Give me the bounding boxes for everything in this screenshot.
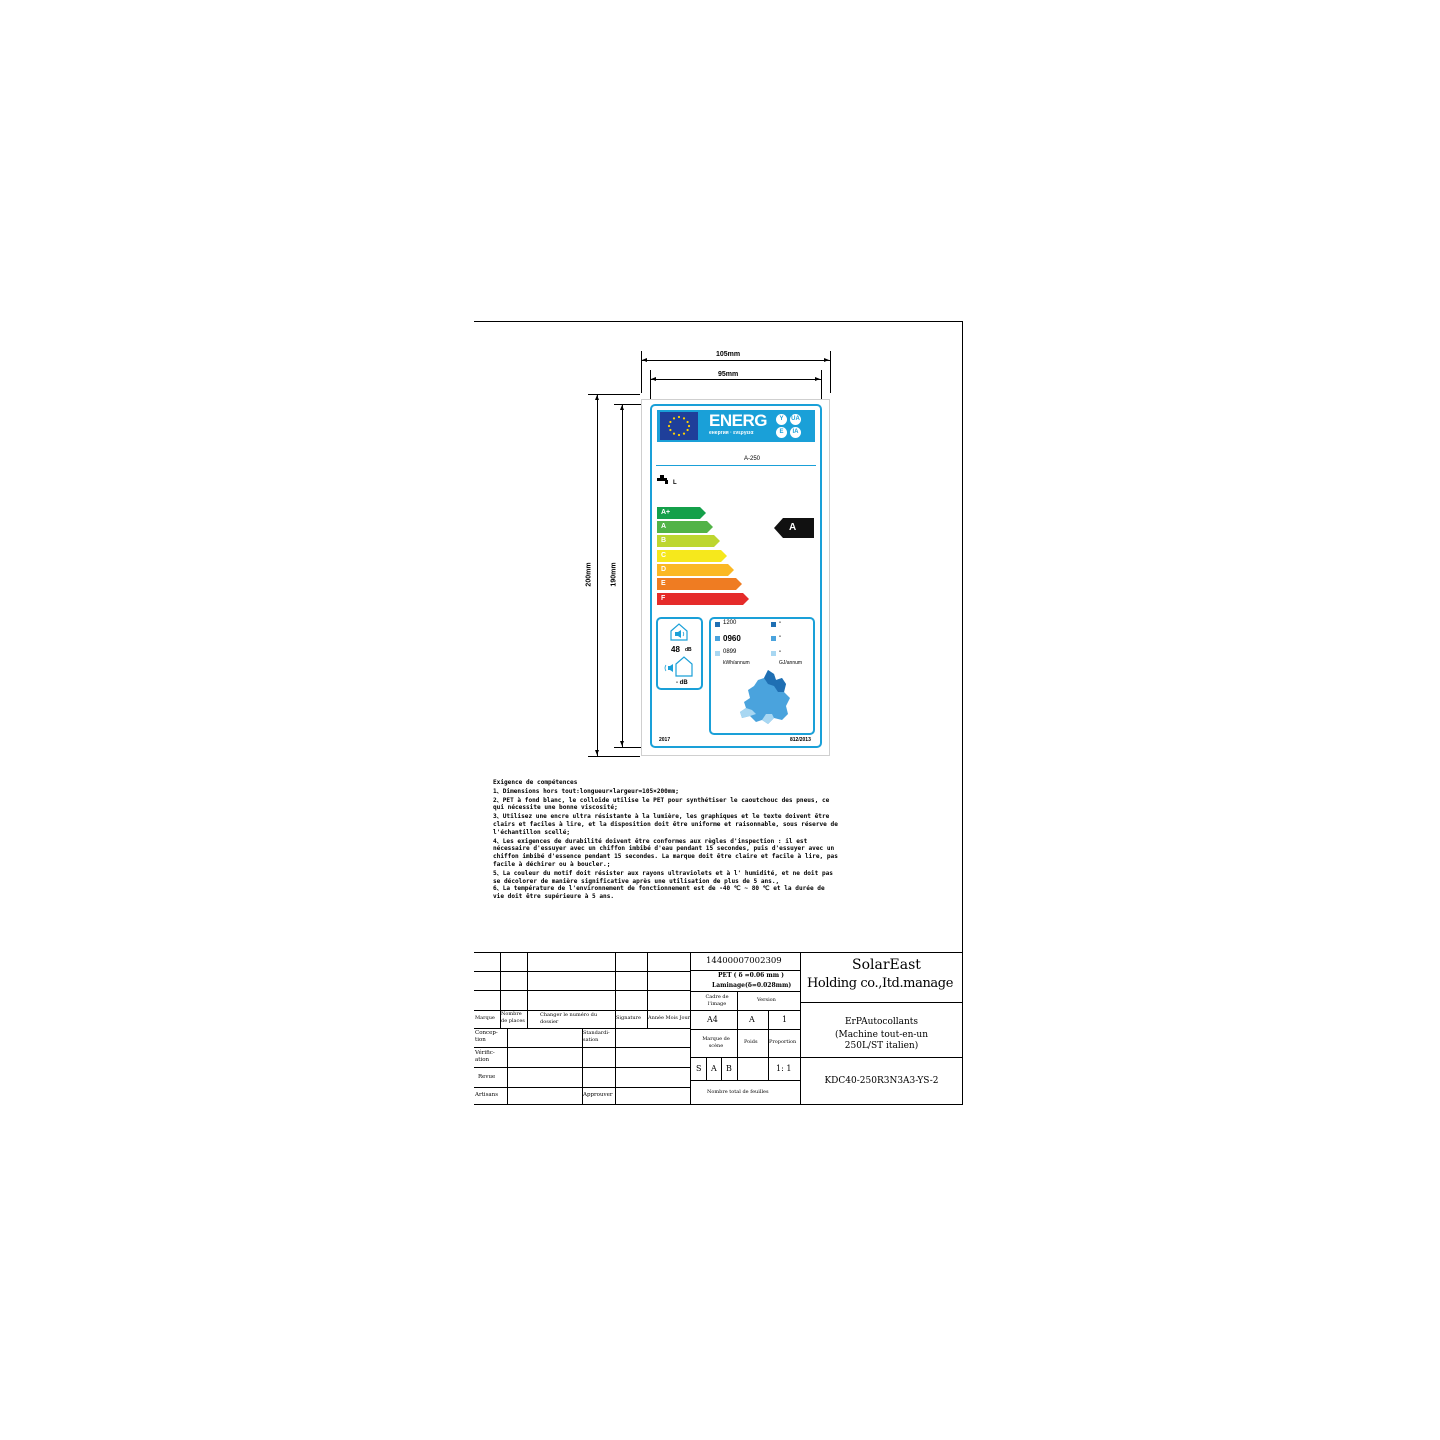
dim-line-200 (597, 394, 598, 756)
energy-title: ENERG (709, 411, 767, 430)
arrow-up (595, 395, 599, 400)
lang-circle: E (776, 427, 787, 438)
grid-line (737, 1010, 738, 1080)
label-regulation: 812/2013 (790, 737, 811, 743)
col-date: Année Mois Jour (648, 1015, 691, 1021)
marque-scene: Marque de scène (702, 1036, 730, 1049)
company-subtitle: Holding co.,Itd.manage (807, 976, 954, 991)
product-title: ErPAutocollants (844, 1017, 919, 1027)
europe-map-icon (738, 668, 798, 734)
scale-bar-c: C (657, 550, 721, 562)
grid-line (690, 1029, 800, 1030)
grid-line (690, 991, 800, 992)
dim-text-200: 200mm (585, 562, 593, 587)
dim-ext-left-inner (650, 370, 651, 400)
arrow-right (815, 377, 820, 381)
noise-outdoor-value: - dB (676, 680, 688, 686)
rating-arrow: A (783, 518, 814, 538)
band-square-average (715, 636, 720, 641)
version-number: 1 (782, 1015, 788, 1024)
grid-line (690, 1080, 800, 1081)
dim-text-95: 95mm (718, 371, 739, 378)
cadre-label: Cadre de l'image (705, 994, 729, 1007)
arrow-left (642, 358, 647, 362)
scale-bar-a: A (657, 521, 707, 533)
sab-letter: B (726, 1064, 732, 1073)
total-feuilles: Nombre total de feuilles (707, 1089, 769, 1095)
product-desc: 250L/ST italien) (844, 1041, 919, 1051)
requirement-item: 4、Les exigences de durabilité doivent être conformes aux règles d'inspection : il est nécessaire d'essuyer avec un chiffon imbibé d'eau pendant 15 secondes, puis d'essuyer avec un chiffon imbibé d'essence pendant 15 secondes. La marque doit être claire et facile à lire, pas facile à déchirer ou à boucler.; (493, 837, 838, 868)
approuver: Approuver (583, 1092, 613, 1098)
gj-value: - (779, 620, 781, 626)
col-changer: Changer le numéro du dossier (540, 1012, 598, 1025)
kwh-value: 1200 (723, 620, 737, 626)
dim-text-190: 190mm (610, 562, 618, 587)
requirement-item: 5、La couleur du motif doit résister aux rayons ultraviolets et à l' humidité, et ne doit pas se décolorer de manière significative après une utilisation de plus de 5 ans., 6、La température de l'environnement de fonctionnement est de -40 ℃ ~ 80 ℃ et la durée de vie doit être supérieure à 5 ans. (493, 869, 833, 901)
requirement-item: 2、PET à fond blanc, le colloïde utilise le PET pour synthétiser le caoutchouc des pneus, ce qui nécessite une bonne viscosité; (493, 796, 830, 812)
scale-bar-d: D (657, 564, 728, 576)
standardisation: Standardi-sation (583, 1030, 610, 1043)
version-a: A (749, 1015, 755, 1024)
proportion-label: Proportion (769, 1039, 797, 1045)
grid-line (800, 1002, 963, 1003)
band-square-cold (715, 622, 720, 627)
drawing-number: KDC40-250R3N3A3-YS-2 (824, 1076, 939, 1086)
grid-line (690, 1010, 800, 1011)
company-name: SolarEast (852, 957, 921, 973)
arrow-up (620, 405, 624, 410)
gj-value: - (779, 649, 781, 655)
dim-ext-bottom-outer (588, 756, 640, 757)
sab-letter: S (696, 1064, 702, 1073)
gj-value: - (779, 634, 781, 640)
scale-ratio: 1: 1 (776, 1064, 792, 1073)
model-name: A-250 (744, 456, 761, 462)
scale-bar-b: B (657, 535, 714, 547)
header-divider (656, 465, 816, 466)
grid-line (721, 1057, 722, 1080)
material-pet: PET ( δ =0.06 mm ) (718, 972, 785, 979)
version-label: Version (757, 997, 776, 1003)
requirements-title: Exigence de compétences (493, 779, 578, 786)
poids-label: Poids (744, 1039, 758, 1045)
col-nombre: Nombre de places (501, 1011, 525, 1024)
band-square-warm (771, 651, 776, 656)
row-revue: Revue (478, 1074, 496, 1080)
scale-bar-e: E (657, 578, 736, 590)
tap-icon (657, 472, 671, 491)
dim-line-190 (622, 404, 623, 747)
arrow-down (595, 750, 599, 755)
unit-gj: GJ/annum (779, 660, 803, 666)
band-square-average (771, 636, 776, 641)
sab-letter: A (711, 1064, 717, 1073)
label-year: 2017 (659, 737, 671, 743)
lang-circle: IA (790, 427, 801, 438)
dim-line-105 (641, 360, 830, 361)
energy-subtitle: енергия · ενεργεια (709, 430, 754, 436)
band-square-cold (771, 622, 776, 627)
noise-indoor-value: 48 (671, 645, 680, 654)
requirement-item: 3、Utilisez une encre ultra résistante à la lumière, les graphiques et le texte doivent être clairs et faciles à lire, et la disposition doit être uniforme et raisonnable, sous réserve de l'échantillon scellé; (493, 813, 838, 836)
noise-unit: dB (685, 647, 692, 653)
product-desc: (Machine tout-en-un (834, 1030, 929, 1040)
requirements-block (493, 779, 923, 902)
grid-line (615, 1028, 616, 1104)
row-artisans: Artisans (475, 1092, 499, 1098)
band-square-warm (715, 651, 720, 656)
scale-bar-f: F (657, 593, 743, 605)
dim-ext-right-inner (821, 370, 822, 400)
lang-circle: UA (790, 414, 801, 425)
material-laminage: Laminage(δ=0.028mm) (712, 982, 792, 989)
grid-line (737, 991, 738, 1010)
part-number: 14400007002309 (706, 956, 782, 966)
dim-text-105: 105mm (716, 351, 741, 358)
eu-flag-icon (660, 412, 698, 440)
grid-line (474, 971, 690, 972)
grid-line (527, 952, 528, 1028)
dim-line-95 (650, 379, 821, 380)
scale-bar-a-plus: A+ (657, 507, 700, 519)
tap-unit: L (673, 480, 677, 486)
cadre-value: A4 (707, 1015, 718, 1024)
kwh-value: 0899 (723, 649, 737, 655)
unit-kwh: kWh/annum (723, 660, 750, 666)
kwh-value: 0960 (723, 634, 741, 643)
grid-line (800, 1057, 963, 1058)
house-speaker-icon (669, 623, 689, 645)
dim-ext-right-outer (830, 351, 831, 393)
grid-line (474, 990, 690, 991)
grid-line (690, 952, 691, 1104)
col-marque: Marque (475, 1015, 495, 1021)
arrow-right (824, 358, 829, 362)
row-conception: Concep-tion (475, 1030, 498, 1043)
grid-line (507, 1028, 508, 1104)
grid-line (706, 1057, 707, 1080)
arrow-left (651, 377, 656, 381)
row-verification: Vérific-ation (475, 1050, 495, 1063)
lang-circle: Y (776, 414, 787, 425)
grid-line (690, 970, 800, 971)
col-signature: Signature (616, 1015, 642, 1021)
arrow-down (620, 741, 624, 746)
outdoor-speaker-icon (664, 656, 694, 682)
requirement-item: 1、Dimensions hors tout:longueur×largeur=105×200mm; (493, 787, 679, 795)
